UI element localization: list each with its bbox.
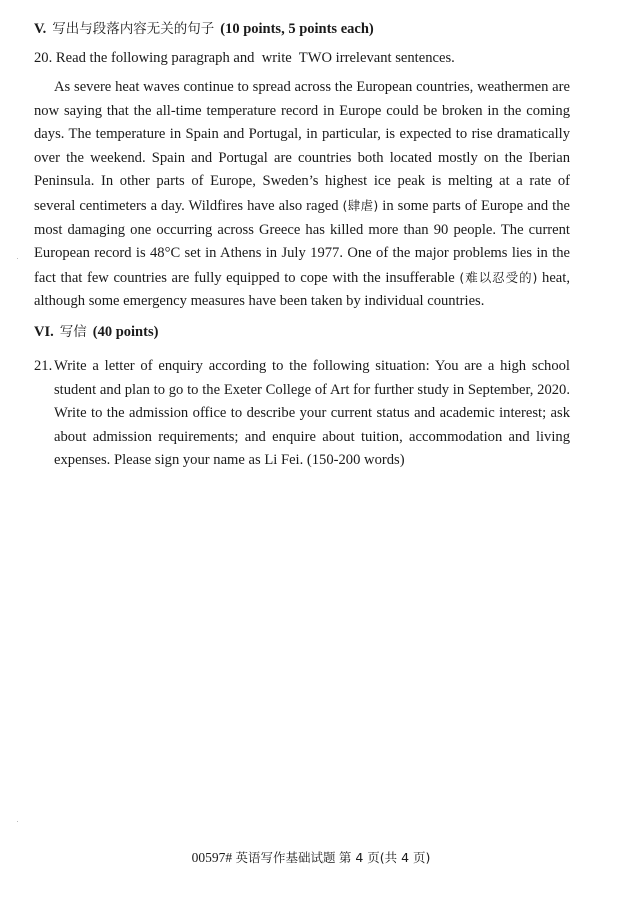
scan-speck	[17, 258, 18, 259]
paragraph-part-3: heat, although some emergency measures have been taken by individual countries.	[34, 269, 570, 310]
footer-code: 00597#	[191, 850, 233, 865]
section-v-points: (10 points, 5 points each)	[220, 21, 374, 37]
scan-speck	[17, 821, 18, 822]
gloss-raged: (肆虐)	[342, 197, 379, 213]
footer-page-number: 第 4 页(共 4 页)	[338, 850, 431, 865]
gloss-insufferable: (难以忍受的)	[459, 269, 538, 285]
footer-title: 英语写作基础试题	[235, 850, 336, 865]
question-21-text: Write a letter of enquiry according to the following situation: You are a high school student and plan to go to the Exeter College of Art for further study in September, 2020. Write to the admission office to describe your current status and academic interest; ask about admission requirements; and enquire about tuition, accommodation and living expenses. Please sign your name as Li Fei. (150-200 words)	[54, 358, 570, 469]
section-vi-points: (40 points)	[92, 324, 159, 340]
section-v-title: 写出与段落内容无关的句子	[52, 21, 215, 37]
section-vi-heading	[34, 322, 158, 342]
paragraph-part-2: in some parts of Europe and the most damaging one occurring across Greece has killed more than 90 people. The current European record is 48°C set in Athens in July 1977. One of the major problems lies in the fact that few countries are fully equipped to cope with the insufferable	[34, 197, 570, 286]
paragraph-part-1: As severe heat waves continue to spread across the European countries, weathermen are now saying that the all-time temperature record in Europe could be broken in the coming days. The temperature in Spain and Portugal, in particular, is expected to rise dramatically over the weekend. Spain and Portugal are countries both located mostly on the Iberian Peninsula. In other parts of Europe, Sweden’s highest ice peak is melting at a rate of several centimeters a day. Wildfires have also raged	[34, 79, 570, 214]
section-v-heading	[34, 19, 374, 39]
section-vi-number: VI.	[34, 324, 54, 340]
page-footer	[0, 848, 622, 868]
question-21-number: 21.	[34, 358, 53, 374]
question-20-prompt	[34, 48, 570, 68]
section-vi-title: 写信	[59, 324, 87, 340]
question-20-number: 20.	[34, 50, 53, 66]
question-20-paragraph	[34, 76, 570, 314]
section-v-number: V.	[34, 21, 47, 37]
question-20-text: Read the following paragraph and write TWO irrelevant sentences.	[55, 50, 455, 66]
question-21	[34, 355, 570, 473]
